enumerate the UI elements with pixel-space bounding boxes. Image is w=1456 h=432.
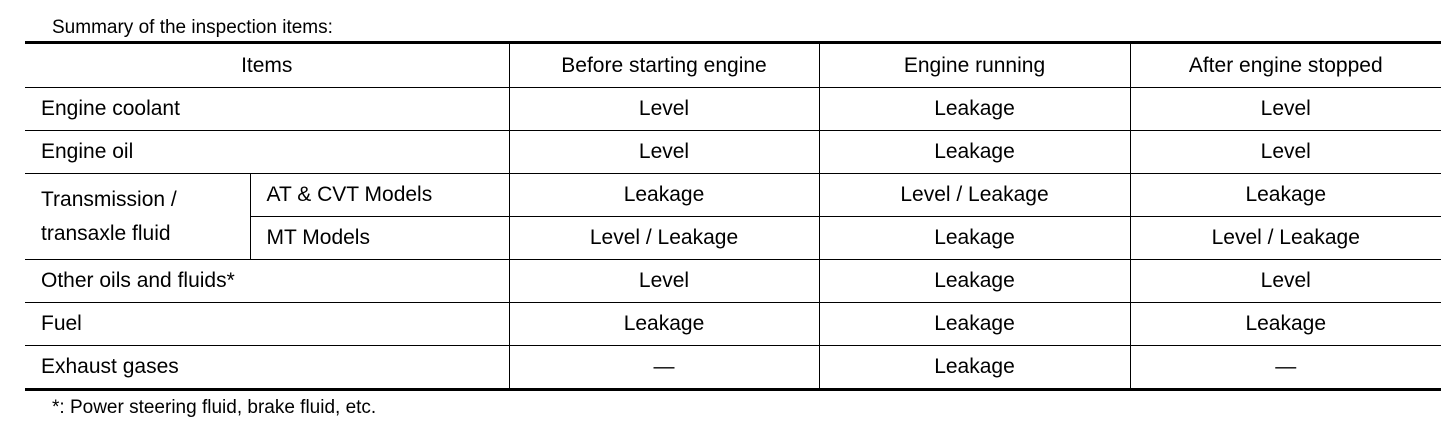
sub-item-name: AT & CVT Models — [250, 174, 509, 217]
before-value: Level / Leakage — [509, 217, 819, 260]
after-value: Leakage — [1130, 174, 1441, 217]
inspection-summary-table — [25, 41, 1441, 391]
after-value: Level — [1130, 131, 1441, 174]
header-items: Items — [25, 43, 509, 88]
table-header-row — [25, 43, 1441, 88]
after-value: Level / Leakage — [1130, 217, 1441, 260]
footnote: *: Power steering fluid, brake fluid, etc. — [52, 397, 377, 418]
after-value: — — [1130, 346, 1441, 390]
running-value: Leakage — [819, 88, 1130, 131]
running-value: Leakage — [819, 217, 1130, 260]
running-value: Level / Leakage — [819, 174, 1130, 217]
item-name: Engine oil — [25, 131, 509, 174]
table-row — [25, 131, 1441, 174]
before-value: — — [509, 346, 819, 390]
table-row — [25, 88, 1441, 131]
running-value: Leakage — [819, 260, 1130, 303]
running-value: Leakage — [819, 131, 1130, 174]
header-engine-running: Engine running — [819, 43, 1130, 88]
item-name: Engine coolant — [25, 88, 509, 131]
table-caption: Summary of the inspection items: — [52, 17, 333, 38]
item-name: Other oils and fluids* — [25, 260, 509, 303]
before-value: Level — [509, 260, 819, 303]
header-after-engine-stopped: After engine stopped — [1130, 43, 1441, 88]
item-name: Fuel — [25, 303, 509, 346]
before-value: Leakage — [509, 303, 819, 346]
item-name-group: Transmission / transaxle fluid — [25, 174, 250, 260]
after-value: Leakage — [1130, 303, 1441, 346]
item-name: Exhaust gases — [25, 346, 509, 390]
before-value: Level — [509, 131, 819, 174]
table-row — [25, 174, 1441, 217]
running-value: Leakage — [819, 346, 1130, 390]
before-value: Leakage — [509, 174, 819, 217]
table-row — [25, 303, 1441, 346]
after-value: Level — [1130, 88, 1441, 131]
after-value: Level — [1130, 260, 1441, 303]
sub-item-name: MT Models — [250, 217, 509, 260]
running-value: Leakage — [819, 303, 1130, 346]
table-row — [25, 346, 1441, 390]
table-row — [25, 260, 1441, 303]
before-value: Level — [509, 88, 819, 131]
header-before-starting-engine: Before starting engine — [509, 43, 819, 88]
